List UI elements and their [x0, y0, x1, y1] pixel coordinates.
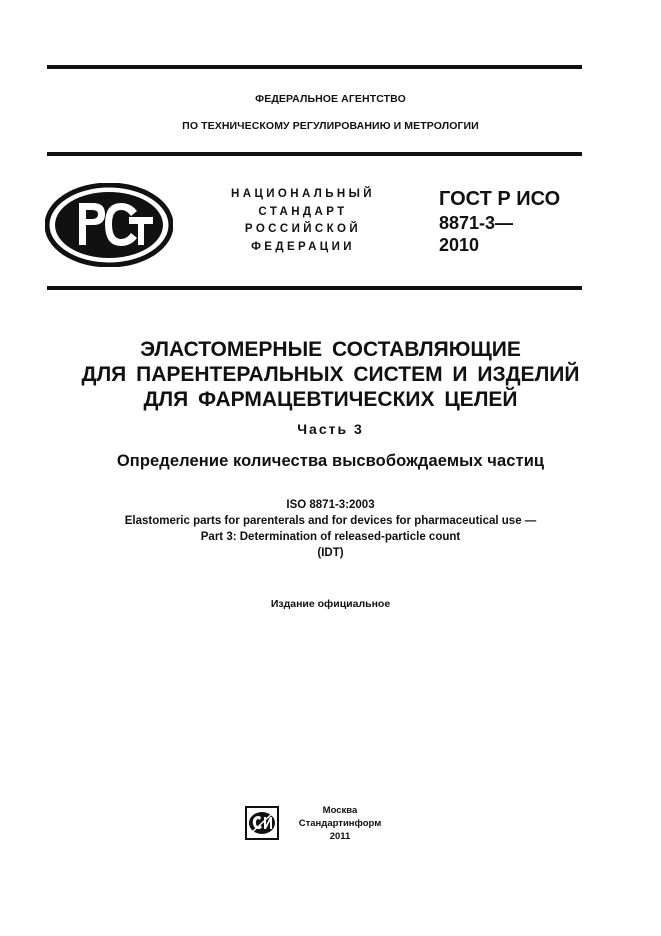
national-line-4: ФЕДЕРАЦИИ [251, 240, 355, 253]
publisher-info [292, 804, 388, 843]
designation-line-1: ГОСТ Р ИСО [439, 188, 561, 210]
standartinform-logo-icon [245, 806, 279, 840]
gost-logo [45, 183, 173, 267]
top-rule [47, 65, 582, 69]
edition-label: Издание официальное [270, 598, 391, 610]
iso-line-3: Part 3: Determination of released-particle count [200, 531, 461, 543]
iso-reference [0, 497, 661, 561]
publisher-name: Стандартинформ [298, 818, 382, 829]
publisher-logo [245, 806, 279, 840]
title-rule [47, 286, 582, 290]
national-line-1: НАЦИОНАЛЬНЫЙ [231, 188, 375, 200]
designation-line-2: 8871-3— [439, 213, 514, 233]
agency-line-2: ПО ТЕХНИЧЕСКОМУ РЕГУЛИРОВАНИЮ И МЕТРОЛОГИИ [182, 120, 479, 132]
document-title [0, 337, 661, 412]
iso-line-4: (IDT) [317, 547, 344, 559]
title-line-2: ДЛЯ ПАРЕНТЕРАЛЬНЫХ СИСТЕМ И ИЗДЕЛИЙ [81, 363, 580, 386]
designation-line-3: 2010 [439, 235, 480, 255]
title-line-1: ЭЛАСТОМЕРНЫЕ СОСТАВЛЯЮЩИЕ [140, 338, 521, 361]
iso-line-2: Elastomeric parts for parenterals and for devices for pharmaceutical use — [124, 515, 537, 527]
iso-line-1: ISO 8871-3:2003 [286, 499, 375, 511]
title-line-3: ДЛЯ ФАРМАЦЕВТИЧЕСКИХ ЦЕЛЕЙ [143, 388, 518, 411]
agency-line-1: ФЕДЕРАЛЬНОЕ АГЕНТСТВО [255, 93, 406, 105]
header-rule [47, 152, 582, 156]
national-line-3: РОССИЙСКОЙ [244, 223, 362, 235]
national-standard-label [203, 186, 403, 256]
standard-designation [439, 186, 560, 256]
publisher-year: 2011 [329, 831, 351, 842]
document-subtitle: Определение количества высвобождаемых частиц [116, 452, 545, 470]
part-label: Часть 3 [297, 421, 364, 437]
national-line-2: СТАНДАРТ [258, 205, 348, 218]
gost-logo-icon [45, 183, 173, 267]
publisher-city: Москва [322, 805, 358, 816]
